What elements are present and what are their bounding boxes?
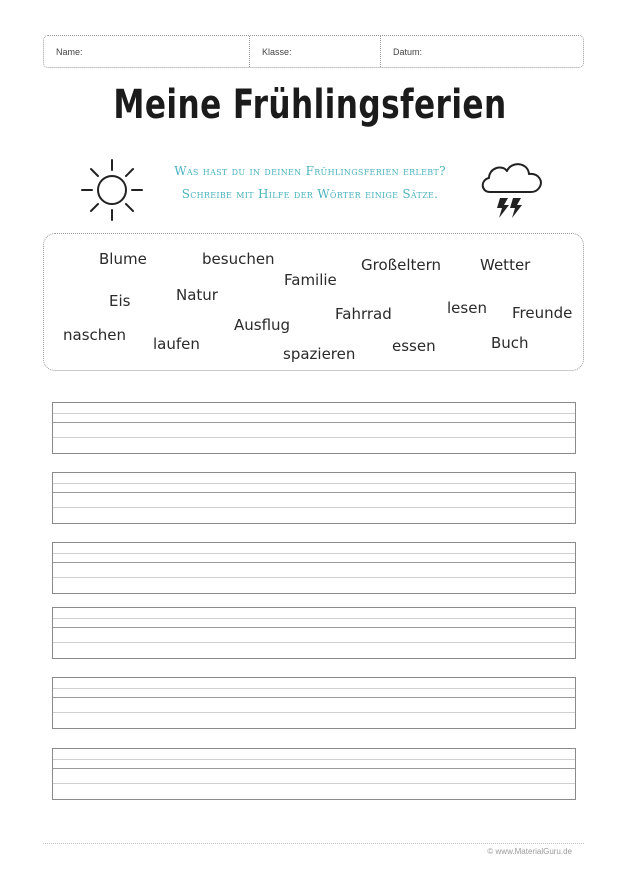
class-field[interactable]	[250, 36, 381, 67]
name-label: Name:	[56, 47, 83, 57]
word-grosseltern: Großeltern	[361, 256, 442, 274]
copyright-notice: © www.MaterialGuru.de	[487, 847, 572, 856]
writing-lines-2[interactable]	[52, 472, 576, 524]
word-familie: Familie	[284, 271, 337, 289]
date-label: Datum:	[393, 47, 423, 57]
word-essen: essen	[392, 337, 436, 355]
word-lesen: lesen	[447, 299, 487, 317]
date-field[interactable]	[381, 36, 583, 67]
page-title: Meine Frühlingsferien	[113, 82, 507, 128]
word-ausflug: Ausflug	[234, 316, 291, 334]
word-fahrrad: Fahrrad	[335, 305, 392, 323]
word-buch: Buch	[491, 334, 529, 352]
sun-icon	[78, 156, 146, 229]
word-besuchen: besuchen	[202, 250, 275, 268]
word-freunde: Freunde	[512, 304, 573, 322]
student-info-header	[43, 35, 584, 68]
instruction-line-1: Was hast du in deinen Frühlingsferien erlebt?	[174, 164, 446, 178]
instruction-line-2: Schreibe mit Hilfe der Wörter einige Sätze.	[181, 187, 439, 201]
class-label: Klasse:	[262, 47, 292, 57]
writing-lines-6[interactable]	[52, 748, 576, 800]
word-laufen: laufen	[153, 335, 200, 353]
writing-lines-1[interactable]	[52, 402, 576, 454]
writing-lines-4[interactable]	[52, 607, 576, 659]
name-field[interactable]	[44, 36, 250, 67]
footer-divider	[43, 843, 584, 844]
word-wetter: Wetter	[480, 256, 531, 274]
word-natur: Natur	[176, 286, 218, 304]
word-eis: Eis	[109, 292, 131, 310]
writing-lines-3[interactable]	[52, 542, 576, 594]
word-bank	[43, 233, 584, 371]
writing-lines-5[interactable]	[52, 677, 576, 729]
thunder-cloud-icon	[478, 158, 548, 225]
word-naschen: naschen	[63, 326, 127, 344]
word-spazieren: spazieren	[283, 345, 356, 363]
word-blume: Blume	[99, 250, 147, 268]
